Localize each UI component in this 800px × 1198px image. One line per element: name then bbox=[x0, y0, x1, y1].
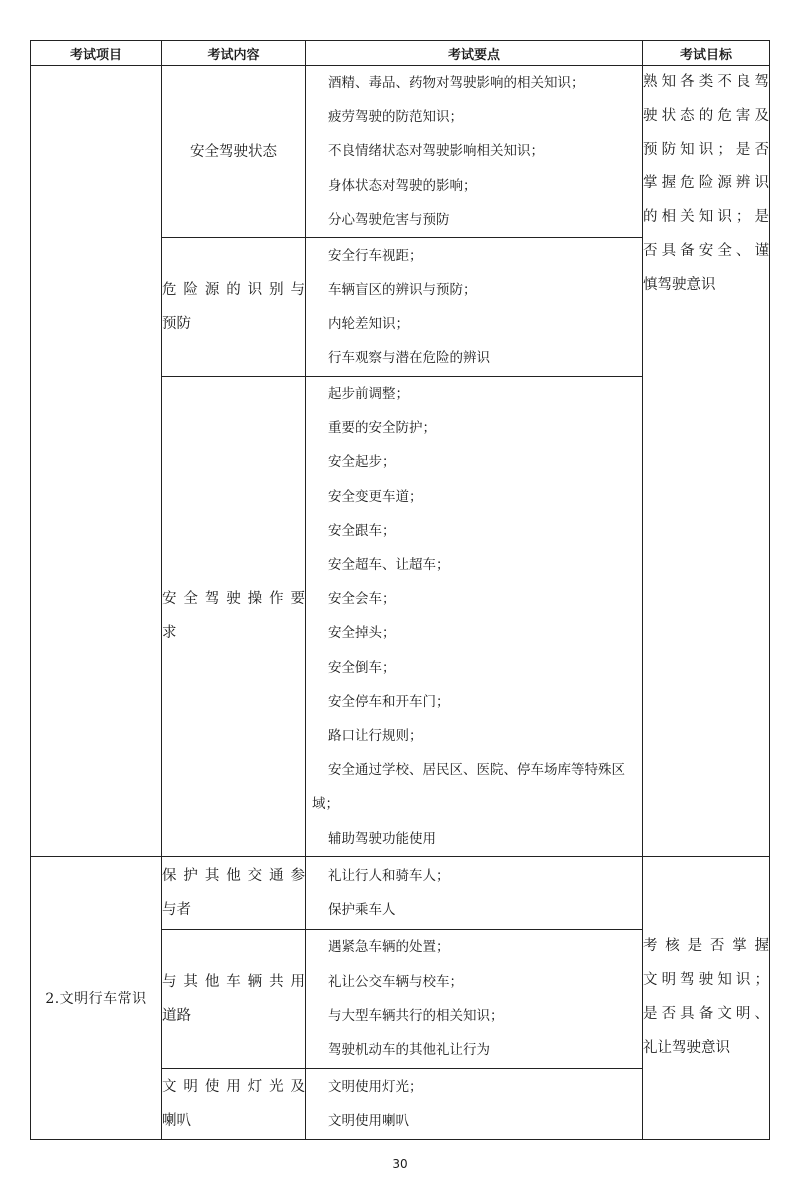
page-number: 30 bbox=[392, 1157, 408, 1171]
point-item: 安全通过学校、居民区、医院、停车场库等特殊区 bbox=[328, 762, 625, 779]
exam-points-cell bbox=[306, 66, 643, 238]
exam-goal-cell bbox=[643, 66, 770, 857]
point-item: 文明使用喇叭 bbox=[328, 1112, 409, 1129]
exam-points-cell bbox=[306, 377, 643, 857]
goal-line: 熟知各类不良驾 bbox=[643, 74, 769, 90]
header-exam-points: 考试要点 bbox=[306, 41, 643, 66]
point-item: 与大型车辆共行的相关知识； bbox=[328, 1007, 504, 1024]
goal-line: 掌握危险源辨识 bbox=[643, 175, 769, 192]
point-item: 文明使用灯光； bbox=[328, 1078, 423, 1095]
point-item: 疲劳驾驶的防范知识； bbox=[328, 109, 463, 126]
exam-table bbox=[30, 40, 770, 1140]
point-item: 安全停车和开车门； bbox=[328, 693, 450, 710]
point-item: 域； bbox=[312, 796, 339, 813]
content-line: 道路 bbox=[162, 1007, 191, 1024]
point-item: 分心驾驶危害与预防 bbox=[328, 211, 450, 228]
exam-points-cell bbox=[306, 929, 643, 1068]
exam-item-cell bbox=[31, 66, 162, 857]
exam-points-cell bbox=[306, 238, 643, 377]
point-item: 礼让公交车辆与校车； bbox=[328, 973, 463, 990]
goal-line: 文明驾驶知识； bbox=[643, 972, 769, 989]
goal-line: 驶状态的危害及 bbox=[643, 107, 769, 124]
point-item: 安全起步； bbox=[328, 454, 396, 471]
point-item: 安全超车、让超车； bbox=[328, 557, 450, 574]
point-item: 行车观察与潜在危险的辨识 bbox=[328, 350, 490, 367]
goal-line: 是否具备文明、 bbox=[643, 1005, 769, 1022]
point-item: 安全掉头； bbox=[328, 625, 396, 642]
point-item: 安全倒车； bbox=[328, 659, 396, 676]
content-line: 与其他车辆共用 bbox=[162, 973, 305, 990]
point-item: 不良情绪状态对驾驶影响相关知识； bbox=[328, 143, 544, 160]
point-item: 重要的安全防护； bbox=[328, 420, 436, 437]
goal-line: 预防知识；是否 bbox=[643, 141, 769, 158]
point-item: 礼让行人和骑车人； bbox=[328, 867, 450, 884]
content-line: 预防 bbox=[162, 316, 191, 333]
point-item: 保护乘车人 bbox=[328, 901, 396, 918]
content-line: 安全驾驶操作要 bbox=[162, 591, 305, 608]
content-line: 安全驾驶状态 bbox=[190, 143, 277, 160]
content-line: 保护其他交通参 bbox=[162, 867, 305, 884]
point-item: 驾驶机动车的其他礼让行为 bbox=[328, 1042, 490, 1059]
content-line: 与者 bbox=[162, 901, 191, 918]
point-item: 内轮差知识； bbox=[328, 316, 409, 333]
point-item: 路口让行规则； bbox=[328, 728, 423, 745]
point-item: 安全会车； bbox=[328, 591, 396, 608]
exam-content-cell bbox=[162, 377, 306, 857]
goal-line: 礼让驾驶意识 bbox=[643, 1039, 730, 1056]
point-item: 起步前调整； bbox=[328, 386, 409, 403]
point-item: 车辆盲区的辨识与预防； bbox=[328, 281, 477, 298]
header-exam-goal: 考试目标 bbox=[643, 41, 770, 66]
goal-line: 的相关知识；是 bbox=[643, 209, 769, 226]
point-item: 酒精、毒品、药物对驾驶影响的相关知识； bbox=[328, 75, 585, 91]
point-item: 安全跟车； bbox=[328, 522, 396, 539]
point-item: 安全变更车道； bbox=[328, 488, 423, 505]
header-exam-item: 考试项目 bbox=[31, 41, 162, 66]
point-item: 遇紧急车辆的处置； bbox=[328, 939, 450, 956]
point-item: 安全行车视距； bbox=[328, 247, 423, 264]
table-row bbox=[31, 856, 770, 929]
exam-content-cell bbox=[162, 66, 306, 238]
exam-points-cell bbox=[306, 1068, 643, 1139]
content-line: 危险源的识别与 bbox=[162, 282, 305, 299]
header-row bbox=[31, 41, 770, 66]
exam-content-cell bbox=[162, 238, 306, 377]
table-row bbox=[31, 66, 770, 238]
content-line: 求 bbox=[162, 625, 177, 642]
goal-line: 否具备安全、谨 bbox=[643, 242, 769, 259]
exam-content-cell bbox=[162, 1068, 306, 1139]
exam-content-cell bbox=[162, 856, 306, 929]
exam-item-cell: 2.文明行车常识 bbox=[31, 856, 162, 1139]
point-item: 辅助驾驶功能使用 bbox=[328, 830, 436, 847]
goal-line: 慎驾驶意识 bbox=[643, 276, 716, 293]
goal-line: 考核是否掌握 bbox=[643, 938, 769, 955]
exam-goal-cell bbox=[643, 856, 770, 1139]
content-line: 喇叭 bbox=[162, 1112, 191, 1129]
point-item: 身体状态对驾驶的影响； bbox=[328, 177, 477, 194]
exam-content-cell bbox=[162, 929, 306, 1068]
content-line: 文明使用灯光及 bbox=[162, 1078, 305, 1095]
header-exam-content: 考试内容 bbox=[162, 41, 306, 66]
exam-points-cell bbox=[306, 856, 643, 929]
